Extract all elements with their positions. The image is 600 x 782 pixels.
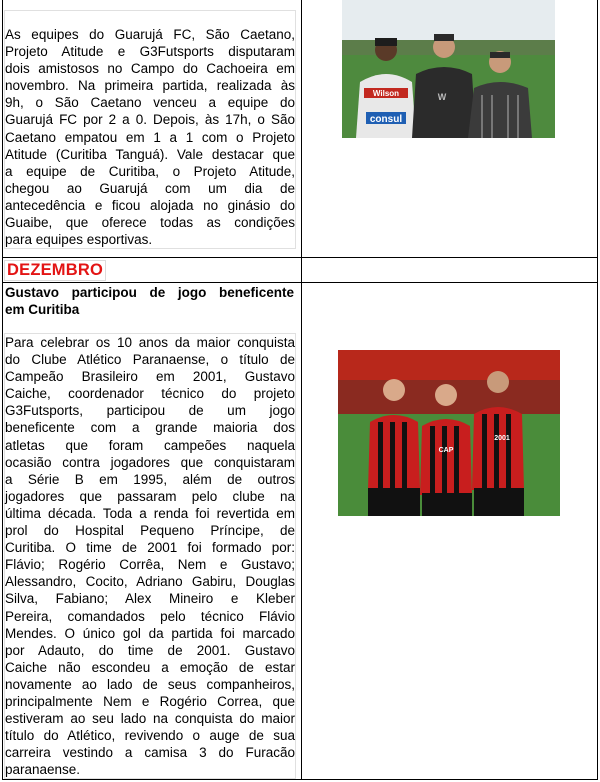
second-article <box>4 333 296 779</box>
article-line: 9h, o São Caetano venceu a equipe do <box>5 95 295 111</box>
article-line: prol do Hospital Pequeno Príncipe, de <box>5 523 295 539</box>
article-line: antecedência e ficou alojada no ginásio do <box>5 197 295 213</box>
second-article-text <box>5 334 295 778</box>
article-line: carreira vestindo a camisa 3 do Furacão <box>5 745 295 761</box>
article-line: Flávio; Rogério Corrêa, Nem e Gustavo; <box>5 557 295 573</box>
article-line: a Série B em 1995, além de outros <box>5 471 295 487</box>
article-line: dois amistosos no Campo do Cachoeira em <box>5 61 295 77</box>
month-heading: DEZEMBRO <box>4 260 106 281</box>
article-line: do Clube Atlético Paranaense, o título de <box>5 352 295 368</box>
article-headline <box>5 284 294 318</box>
shirt-text: consul <box>369 114 403 125</box>
article-line: para equipes esportivas. <box>5 232 153 248</box>
article-line: ocasião contra jogadores que conquistaram <box>5 454 295 470</box>
article-line: Pereira, comandados pelo técnico Flávio <box>5 608 295 624</box>
article-line: título do Atlético, revivendo o auge de sua <box>5 728 295 744</box>
article-line: Caetano empatou em 1 a 1 com o Projeto <box>5 129 295 145</box>
team-photo-2 <box>338 350 560 516</box>
article-line: As equipes do Guarujá FC, São Caetano, <box>5 27 295 42</box>
column-divider <box>301 0 302 780</box>
svg-text:W: W <box>437 92 447 102</box>
row-divider-2 <box>3 282 597 283</box>
photo-2-illustration <box>338 350 560 516</box>
top-article-text <box>5 26 295 248</box>
article-line: Alessandro, Cocito, Adriano Gabiru, Douglas <box>5 574 295 590</box>
article-line: a equipe de Curitiba, o Projeto Atitude, <box>5 163 295 179</box>
article-line: paranaense. <box>5 762 81 778</box>
article-line: Projeto Atitude e G3Futsports disputaram <box>5 44 295 60</box>
top-article <box>4 10 296 249</box>
shirt-text: 2001 <box>494 435 510 442</box>
shirt-text: CAP <box>438 447 454 454</box>
row-divider-1 <box>3 257 597 258</box>
article-line: principalmente Nem e Rogério Correa, que <box>5 693 295 709</box>
article-line: Guaibe, que oferece todas as condições <box>5 215 295 231</box>
photo-1-illustration <box>342 0 555 138</box>
article-line: por Adauto, do time de 2001. Gustavo <box>5 642 295 658</box>
headline-line: Gustavo participou de jogo beneficente <box>5 285 294 300</box>
article-line: Atitude (Curitiba Tanguá). Vale destacar que <box>5 146 295 162</box>
article-line: última década. Toda a renda foi revertida em <box>5 505 295 521</box>
article-line: beneficente com a grande maioria dos <box>5 420 295 436</box>
shirt-text: Wilson <box>372 89 400 98</box>
article-line: Mendes. O único gol da partida foi marcado <box>5 625 295 641</box>
article-line: jogadores que passaram pelo clube na <box>5 488 295 504</box>
article-line: Curitiba. O time de 2001 foi formado por: <box>5 540 295 556</box>
article-line: atletas que foram campeões naquela <box>5 437 295 453</box>
article-line: novembro. Na primeira partida, realizada às <box>5 78 295 94</box>
article-line: Para celebrar os 10 anos da maior conquista <box>5 335 295 350</box>
article-line: novamente ao lado de seus companheiros, <box>5 676 295 692</box>
article-line: Caiche, coordenador técnico do projeto <box>5 386 295 402</box>
article-line: estiveram ao seu lado na conquista do maior <box>5 711 295 727</box>
article-line: Guarujá FC por 2 a 0. Depois, às 17h, o São <box>5 112 295 128</box>
article-line: Campeão Brasileiro em 2001, Gustavo <box>5 369 295 385</box>
article-line: Silva, Fabiano; Alex Mineiro e Kleber <box>5 591 295 607</box>
article-line: chegou ao Guarujá com um dia de <box>5 180 295 196</box>
article-line: G3Futsports, participou de um jogo <box>5 403 295 419</box>
article-line: Caiche não escondeu a emoção de estar <box>5 659 295 675</box>
headline-line: em Curitiba <box>5 302 80 317</box>
team-photo-1 <box>342 0 555 138</box>
